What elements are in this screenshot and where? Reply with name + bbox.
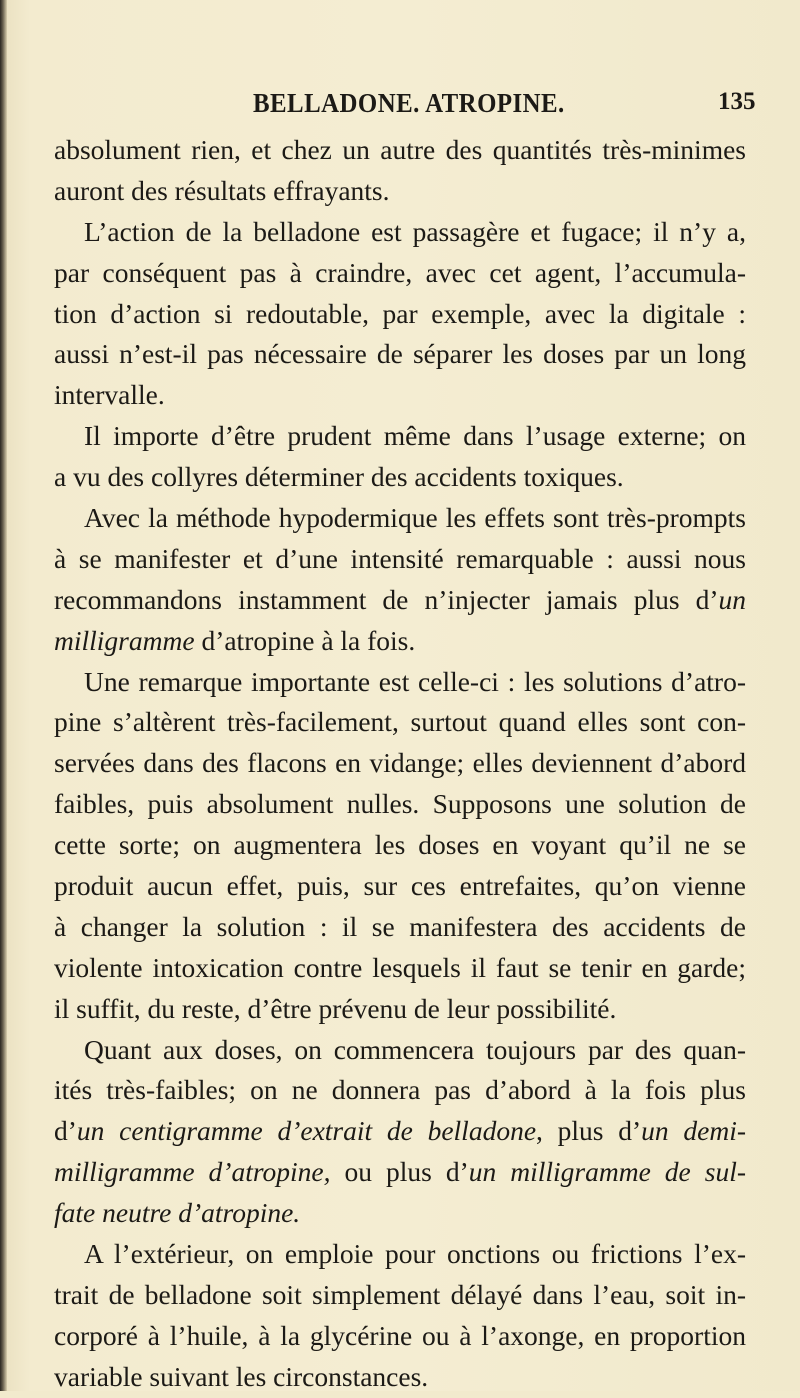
text-line: il suffit, du reste, d’être prévenu de leur possibilité. [54, 992, 617, 1024]
text-line: à changer la solution : il se manifestera des accidents de [54, 910, 746, 942]
text-line: Quant aux doses, on commencera toujours par des quan- [84, 1033, 746, 1065]
text-line: à se manifester et d’une intensité remarquable : aussi nous [54, 542, 746, 574]
running-title: BELLADONE. ATROPINE. [253, 88, 565, 118]
text-line: tion d’action si redoutable, par exemple, avec la digitale : [54, 297, 746, 329]
text-line: ités très-faibles; on ne donnera pas d’abord à la fois plus [54, 1074, 746, 1106]
text-line: pine s’altèrent très-facilement, surtout quand elles sont con- [54, 706, 746, 738]
text-line: d’un centigramme d’extrait de belladone, plus d’un demi- [54, 1115, 746, 1147]
text-line: cette sorte; on augmentera les doses en voyant qu’il ne se [54, 829, 746, 861]
text-line: a vu des collyres déterminer des accidents toxiques. [54, 461, 624, 493]
text-line: recommandons instamment de n’injecter jamais plus d’un [54, 583, 746, 615]
text-line: produit aucun effet, puis, sur ces entrefaites, qu’on vienne [54, 870, 746, 902]
text-line: intervalle. [54, 379, 165, 411]
text-line: servées dans des flacons en vidange; elles deviennent d’abord [54, 747, 746, 779]
text-line: fate neutre d’atropine. [54, 1197, 301, 1229]
text-line: par conséquent pas à craindre, avec cet agent, l’accumula- [54, 256, 746, 288]
text-line: Avec la méthode hypodermique les effets sont très-prompts [84, 502, 746, 534]
text-line: auront des résultats effrayants. [54, 174, 390, 206]
text-line: Une remarque importante est celle-ci : les solutions d’atro- [84, 665, 746, 697]
text-line: milligramme d’atropine à la fois. [54, 624, 416, 656]
text-line: milligramme d’atropine, ou plus d’un milligramme de sul- [54, 1156, 746, 1188]
text-line: trait de belladone soit simplement délayé dans l’eau, soit in- [54, 1278, 746, 1310]
text-line: faibles, puis absolument nulles. Supposons une solution de [54, 788, 746, 820]
page-number: 135 [718, 88, 756, 115]
text-line: corporé à l’huile, à la glycérine ou à l’axonge, en proportion [54, 1319, 746, 1351]
text-line: L’action de la belladone est passagère et fugace; il n’y a, [84, 215, 746, 247]
text-line: violente intoxication contre lesquels il faut se tenir en garde; [54, 951, 746, 983]
text-line: Il importe d’être prudent même dans l’usage externe; on [84, 420, 746, 452]
text-line: A l’extérieur, on emploie pour onctions ou frictions l’ex- [84, 1238, 746, 1270]
text-line: absolument rien, et chez un autre des quantités très-minimes [54, 134, 746, 165]
text-line: variable suivant les circonstances. [54, 1360, 429, 1392]
text-line: aussi n’est-il pas nécessaire de séparer les doses par un long [54, 338, 746, 370]
body-text [54, 130, 746, 1398]
page-binding-edge [0, 0, 7, 1391]
running-header [0, 88, 800, 128]
